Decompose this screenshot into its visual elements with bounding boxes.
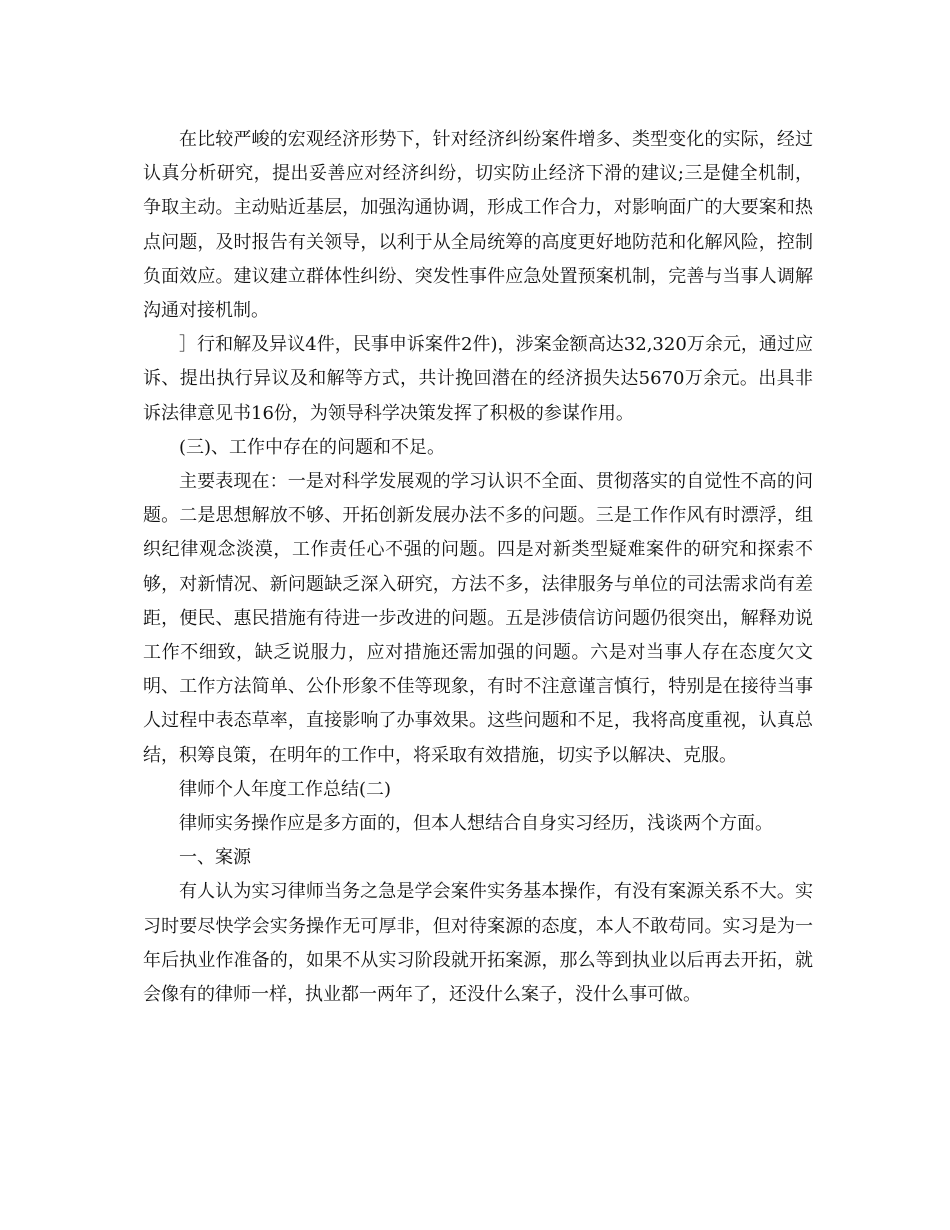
section-heading-problems: (三)、工作中存在的问题和不足。 [179, 436, 446, 458]
document-subtitle: 律师个人年度工作总结(二) [179, 778, 392, 800]
paragraph-case-source: 有人认为实习律师当务之急是学会案件实务基本操作，有没有案源关系不大。实习时要尽快学会实务操作无可厚非，但对待案源的态度，本人不敢苟同。实习是为一年后执业作准备的，如果不从实习阶段就开拓案源，那么等到执业以后再去开拓，就会像有的律师一样，执业都一两年了，还没什么案子，没什么事可做。 [143, 881, 813, 1006]
paragraph-intro: 律师实务操作应是多方面的，但本人想结合自身实习经历，浅谈两个方面。 [179, 813, 773, 835]
paragraph-problems: 主要表现在：一是对科学发展观的学习认识不全面、贯彻落实的自觉性不高的问题。二是思想解放不够、开拓创新发展办法不多的问题。三是工作作风有时漂浮，组织纪律观念淡漠，工作责任心不强的问题。四是对新类型疑难案件的研究和探索不够，对新情况、新问题缺乏深入研究，方法不多，法律服务与单位的司法需求尚有差距，便民、惠民措施有待进一步改进的问题。五是涉债信访问题仍很突出，解释劝说工作不细致，缺乏说服力，应对措施还需加强的问题。六是对当事人存在态度欠文明、工作方法简单、公仆形象不佳等现象，有时不注意谨言慎行，特别是在接待当事人过程中表态草率，直接影响了办事效果。这些问题和不足，我将高度重视，认真总结，积筹良策，在明年的工作中，将采取有效措施，切实予以解决、克服。 [143, 471, 813, 766]
section-heading-case-source: 一、案源 [179, 847, 251, 869]
paragraph-case-statistics: ］行和解及异议4件，民事申诉案件2件)，涉案金额高达32,320万余元，通过应诉、提出执行异议及和解等方式，共计挽回潜在的经济损失达5670万余元。出具非诉法律意见书16份，为领导科学决策发挥了积极的参谋作用。 [143, 334, 813, 424]
document-page [143, 123, 813, 1012]
paragraph-mechanism: 在比较严峻的宏观经济形势下，针对经济纠纷案件增多、类型变化的实际，经过认真分析研究，提出妥善应对经济纠纷，切实防止经济下滑的建议;三是健全机制，争取主动。主动贴近基层，加强沟通协调，形成工作合力，对影响面广的大要案和热点问题，及时报告有关领导，以利于从全局统筹的高度更好地防范和化解风险，控制负面效应。建议建立群体性纠纷、突发性事件应急处置预案机制，完善与当事人调解沟通对接机制。 [143, 129, 813, 322]
